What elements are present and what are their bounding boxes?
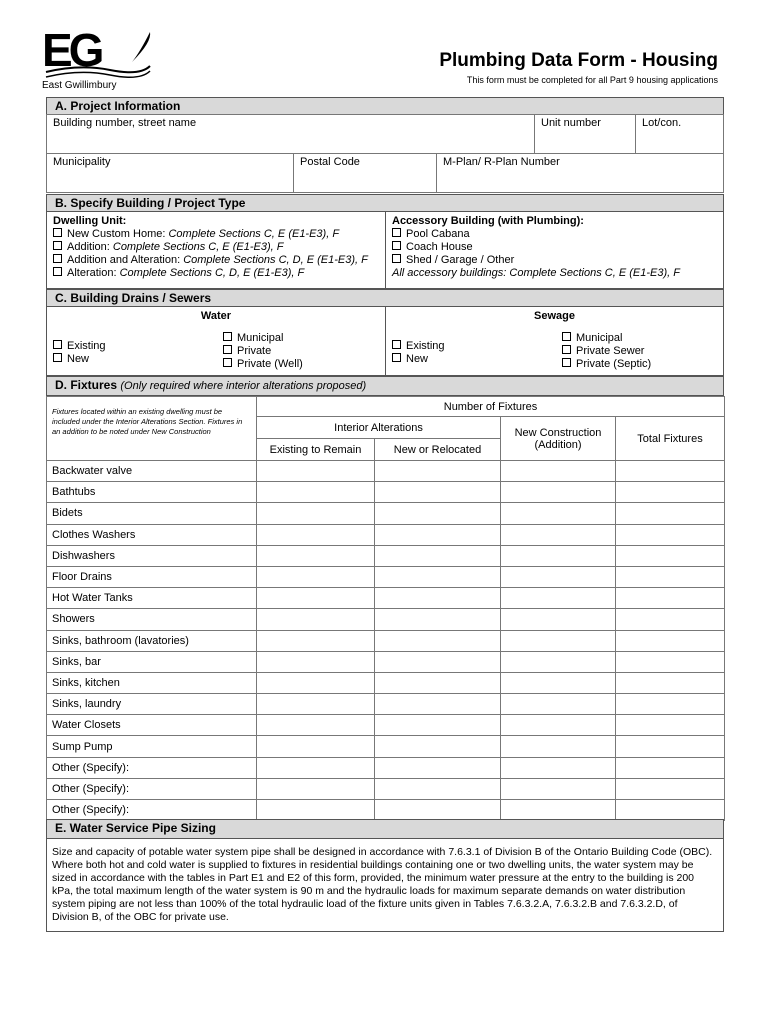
fixture-count-cell[interactable] <box>616 588 725 609</box>
accessory-title: Accessory Building (with Plumbing): <box>392 215 584 227</box>
fixture-count-cell[interactable] <box>375 651 501 672</box>
fixture-count-cell[interactable] <box>501 694 616 715</box>
checkbox[interactable] <box>223 358 232 367</box>
checkbox[interactable] <box>223 332 232 341</box>
section-d-heading: D. Fixtures (Only required where interior alterations proposed) <box>46 376 724 396</box>
option-shed-garage[interactable]: Shed / Garage / Other <box>392 254 717 267</box>
water-private[interactable]: Private <box>223 345 303 358</box>
fixture-name: Sump Pump <box>47 736 257 757</box>
fixture-name: Sinks, kitchen <box>47 672 257 693</box>
checkbox[interactable] <box>53 340 62 349</box>
dwelling-unit-box <box>46 211 386 289</box>
fixture-name: Other (Specify): <box>47 800 257 821</box>
option-coach-house[interactable]: Coach House <box>392 241 717 254</box>
table-row <box>47 778 725 799</box>
fixture-count-cell[interactable] <box>501 736 616 757</box>
fixture-count-cell[interactable] <box>616 736 725 757</box>
fixture-count-cell[interactable] <box>616 778 725 799</box>
table-row <box>47 545 725 566</box>
fixture-count-cell[interactable] <box>257 630 375 651</box>
fixture-count-cell[interactable] <box>375 545 501 566</box>
fixture-count-cell[interactable] <box>375 503 501 524</box>
fixture-count-cell[interactable] <box>375 736 501 757</box>
fixture-count-cell[interactable] <box>375 715 501 736</box>
fixture-count-cell[interactable] <box>616 461 725 482</box>
building-field[interactable] <box>46 114 535 154</box>
fixture-name: Other (Specify): <box>47 757 257 778</box>
fixtures-table <box>46 396 725 821</box>
fixture-count-cell[interactable] <box>257 736 375 757</box>
checkbox[interactable] <box>392 353 401 362</box>
page-title: Plumbing Data Form - Housing <box>439 50 718 71</box>
table-row <box>47 482 725 503</box>
fixture-count-cell[interactable] <box>616 524 725 545</box>
table-row <box>47 736 725 757</box>
table-row <box>47 694 725 715</box>
fixture-count-cell[interactable] <box>501 778 616 799</box>
fixture-count-cell[interactable] <box>616 651 725 672</box>
sewage-box <box>385 306 724 376</box>
fixture-count-cell[interactable] <box>257 461 375 482</box>
fixture-count-cell[interactable] <box>616 672 725 693</box>
municipality-field[interactable] <box>46 153 294 193</box>
table-row <box>47 800 725 821</box>
fixture-count-cell[interactable] <box>616 609 725 630</box>
fixture-count-cell[interactable] <box>257 503 375 524</box>
table-row <box>47 461 725 482</box>
checkbox[interactable] <box>223 345 232 354</box>
fixture-count-cell[interactable] <box>375 800 501 821</box>
table-row <box>47 566 725 587</box>
fixture-count-cell[interactable] <box>257 482 375 503</box>
fixtures-note: Fixtures located within an existing dwelling must be included under the Interior Alterations Section. Fixtures in an addition to be noted under New Construction <box>47 397 257 461</box>
section-b-heading: B. Specify Building / Project Type <box>46 194 724 212</box>
checkbox[interactable] <box>562 332 571 341</box>
existing-to-remain-header: Existing to Remain <box>257 439 375 461</box>
fixture-count-cell[interactable] <box>257 800 375 821</box>
fixture-count-cell[interactable] <box>616 482 725 503</box>
fixture-count-cell[interactable] <box>375 672 501 693</box>
fixture-count-cell[interactable] <box>375 566 501 587</box>
fixture-count-cell[interactable] <box>501 588 616 609</box>
checkbox[interactable] <box>392 241 401 250</box>
municipality-label: Municipality <box>53 156 111 168</box>
section-d-note: (Only required where interior alterations proposed) <box>120 380 367 392</box>
fixture-name: Floor Drains <box>47 566 257 587</box>
fixture-count-cell[interactable] <box>501 545 616 566</box>
accessory-box <box>385 211 724 289</box>
fixture-count-cell[interactable] <box>375 588 501 609</box>
fixture-count-cell[interactable] <box>257 524 375 545</box>
new-construction-header: New Construction (Addition) <box>501 417 616 461</box>
water-new[interactable]: New <box>53 353 106 366</box>
postal-label: Postal Code <box>300 156 360 168</box>
fixture-count-cell[interactable] <box>501 503 616 524</box>
water-existing[interactable]: Existing <box>53 340 106 353</box>
table-row <box>47 651 725 672</box>
postal-field[interactable] <box>293 153 437 193</box>
checkbox[interactable] <box>53 267 62 276</box>
mplan-label: M-Plan/ R-Plan Number <box>443 156 560 168</box>
interior-alterations-header: Interior Alterations <box>257 417 501 439</box>
fixture-name: Backwater valve <box>47 461 257 482</box>
fixture-count-cell[interactable] <box>616 566 725 587</box>
table-row <box>47 630 725 651</box>
lot-label: Lot/con. <box>642 117 682 129</box>
fixture-count-cell[interactable] <box>257 778 375 799</box>
fixture-count-cell[interactable] <box>375 609 501 630</box>
fixture-name: Dishwashers <box>47 545 257 566</box>
fixture-count-cell[interactable] <box>616 715 725 736</box>
fixture-count-cell[interactable] <box>501 566 616 587</box>
checkbox[interactable] <box>562 358 571 367</box>
water-municipal[interactable]: Municipal <box>223 332 303 345</box>
fixture-count-cell[interactable] <box>616 800 725 821</box>
fixture-count-cell[interactable] <box>616 545 725 566</box>
fixture-count-cell[interactable] <box>375 694 501 715</box>
fixture-count-cell[interactable] <box>257 609 375 630</box>
fixture-count-cell[interactable] <box>257 545 375 566</box>
fixture-name: Bathtubs <box>47 482 257 503</box>
building-label: Building number, street name <box>53 117 197 129</box>
accessory-note: All accessory buildings: Complete Sections C, E (E1-E3), F <box>392 267 680 279</box>
fixture-count-cell[interactable] <box>501 630 616 651</box>
fixture-name: Hot Water Tanks <box>47 588 257 609</box>
fixture-count-cell[interactable] <box>375 461 501 482</box>
table-row <box>47 524 725 545</box>
fixture-name: Other (Specify): <box>47 778 257 799</box>
lot-field[interactable] <box>635 114 724 154</box>
unit-label: Unit number <box>541 117 601 129</box>
table-row <box>47 672 725 693</box>
fixture-count-cell[interactable] <box>501 715 616 736</box>
checkbox[interactable] <box>53 353 62 362</box>
fixture-count-cell[interactable] <box>257 694 375 715</box>
fixture-count-cell[interactable] <box>375 482 501 503</box>
org-name: East Gwillimbury <box>42 80 117 91</box>
number-of-fixtures-header: Number of Fixtures <box>257 397 725 417</box>
table-row <box>47 503 725 524</box>
fixture-count-cell[interactable] <box>257 651 375 672</box>
new-or-relocated-header: New or Relocated <box>375 439 501 461</box>
checkbox[interactable] <box>392 340 401 349</box>
sewage-private-septic[interactable]: Private (Septic) <box>562 358 651 371</box>
table-row <box>47 715 725 736</box>
option-alteration[interactable]: Alteration: Complete Sections C, D, E (E1-E3), F <box>53 267 379 280</box>
fixture-name: Water Closets <box>47 715 257 736</box>
sewage-municipal[interactable]: Municipal <box>562 332 651 345</box>
fixture-count-cell[interactable] <box>501 482 616 503</box>
fixture-name: Sinks, bar <box>47 651 257 672</box>
section-e-text: Size and capacity of potable water system pipe shall be designed in accordance with 7.6.3.1 of Division B of the Ontario Building Code (OBC). Where both hot and cold water is supplied to fixtures in residential buildings containing one or two dwelling units, the water system may be sized in accordance with the tables in Part E1 and E2 of this form, provided, the minimum water pressure at the entry to the building is 200 kPa, the total maximum length of the water system is 90 m and the hydraulic loads for maximum separate demands on water distribution system piping are not less than 100% of the total hydraulic load of the fixture units given in Tables 7.6.3.2.A, 7.6.3.2.B and 7.6.3.2.D, of Division B, of the OBC for private use. <box>52 846 713 923</box>
sewage-existing[interactable]: Existing <box>392 340 445 353</box>
option-new-custom-home[interactable]: New Custom Home: Complete Sections C, E (E1-E3), F <box>53 228 379 241</box>
option-addition-alteration[interactable]: Addition and Alteration: Complete Sections C, D, E (E1-E3), F <box>53 254 379 267</box>
checkbox[interactable] <box>392 254 401 263</box>
water-box <box>46 306 386 376</box>
svg-text:EG: EG <box>42 24 101 76</box>
fixture-count-cell[interactable] <box>501 757 616 778</box>
eg-logo-icon <box>40 22 160 82</box>
sewage-private-sewer[interactable]: Private Sewer <box>562 345 651 358</box>
fixture-name: Showers <box>47 609 257 630</box>
option-addition[interactable]: Addition: Complete Sections C, E (E1-E3), F <box>53 241 379 254</box>
fixture-count-cell[interactable] <box>616 757 725 778</box>
section-a-heading: A. Project Information <box>46 97 724 115</box>
fixture-name: Sinks, bathroom (lavatories) <box>47 630 257 651</box>
checkbox[interactable] <box>562 345 571 354</box>
fixture-count-cell[interactable] <box>257 672 375 693</box>
fixture-count-cell[interactable] <box>375 778 501 799</box>
fixture-count-cell[interactable] <box>257 757 375 778</box>
section-e-heading: E. Water Service Pipe Sizing <box>46 819 724 839</box>
fixture-count-cell[interactable] <box>375 757 501 778</box>
fixture-count-cell[interactable] <box>257 566 375 587</box>
water-private-well[interactable]: Private (Well) <box>223 358 303 371</box>
water-heading: Water <box>200 310 232 322</box>
fixture-count-cell[interactable] <box>501 461 616 482</box>
fixture-count-cell[interactable] <box>501 800 616 821</box>
fixture-name: Bidets <box>47 503 257 524</box>
fixture-count-cell[interactable] <box>375 524 501 545</box>
sewage-heading: Sewage <box>534 310 575 322</box>
fixture-count-cell[interactable] <box>501 672 616 693</box>
fixture-name: Sinks, laundry <box>47 694 257 715</box>
logo <box>40 22 160 94</box>
mplan-field[interactable] <box>436 153 724 193</box>
fixture-count-cell[interactable] <box>257 715 375 736</box>
checkbox[interactable] <box>53 254 62 263</box>
table-row <box>47 757 725 778</box>
table-row <box>47 609 725 630</box>
fixture-count-cell[interactable] <box>616 694 725 715</box>
fixture-count-cell[interactable] <box>616 630 725 651</box>
dwelling-title: Dwelling Unit: <box>53 215 127 227</box>
section-c-heading: C. Building Drains / Sewers <box>46 289 724 307</box>
total-fixtures-header: Total Fixtures <box>616 417 725 461</box>
option-pool-cabana[interactable]: Pool Cabana <box>392 228 717 241</box>
fixture-name: Clothes Washers <box>47 524 257 545</box>
fixture-count-cell[interactable] <box>501 609 616 630</box>
checkbox[interactable] <box>53 228 62 237</box>
fixture-count-cell[interactable] <box>616 503 725 524</box>
unit-field[interactable] <box>534 114 636 154</box>
sewage-new[interactable]: New <box>392 353 445 366</box>
fixture-count-cell[interactable] <box>375 630 501 651</box>
table-row <box>47 588 725 609</box>
fixture-count-cell[interactable] <box>501 524 616 545</box>
checkbox[interactable] <box>53 241 62 250</box>
fixture-count-cell[interactable] <box>257 588 375 609</box>
checkbox[interactable] <box>392 228 401 237</box>
fixture-count-cell[interactable] <box>501 651 616 672</box>
page-subtitle: This form must be completed for all Part 9 housing applications <box>466 75 718 85</box>
